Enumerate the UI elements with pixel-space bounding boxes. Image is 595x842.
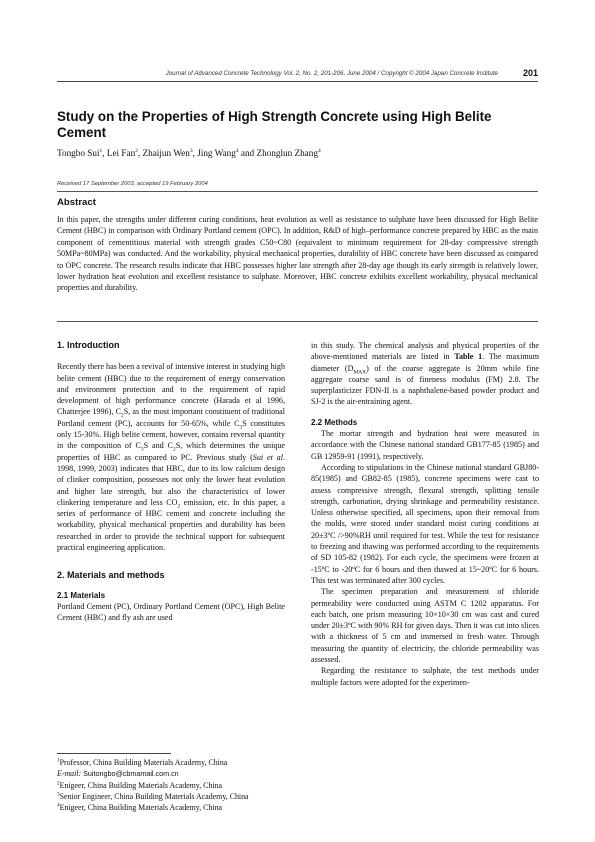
subsection-heading-methods: 2.2 Methods (311, 417, 358, 427)
methods-paragraph: The specimen preparation and measurement of chloride permeability were conducted using ASTM C 1202 apparatus. For each batch, one prism measuring 10×10×30 cm was cast and cured under 20±3ºC with 90% RH for given days. Then it was cut into slices with a thickness of 5 cm and immersed in fresh water. Through measuring the quantity of electricity, the chloride permeability was assessed. (311, 587, 540, 665)
email-link[interactable]: Suitongbo@cbmamail.com.cn (83, 769, 179, 779)
section-heading-introduction: 1. Introduction (57, 340, 120, 350)
methods-paragraph: According to stipulations in the Chinese national standard GBJ80-85(1985) and GB82-85 (1985), concrete specimens were cast to assess compressive strength, flexural strength, splitting tensile strength, carbonation, drying shrinkage and permeability resistance. Unless otherwise specified, all specimens, upon their removal from the molds, were stored under standard moist curing conditions at 20±3ºC />90%RH until required for test. While the test for resistance to freezing and thawing was performed according to the requirements of SD 105-82 (1982). For each cycle, the specimens were frozen at -15ºC to -20ºC for 6 hours and then thawed at 15~20ºC for 6 hours. This test was terminated after 300 cycles. (311, 462, 539, 585)
dates-divider (57, 191, 538, 192)
author: Zhaijun Wen$^3$, (142, 147, 198, 158)
header-divider (57, 81, 538, 82)
footnote-email: E-mail: Suitongbo@cbmamail.com.cn (57, 769, 179, 779)
footnote-divider (57, 753, 171, 754)
left-column (57, 340, 285, 624)
abstract-divider (57, 321, 538, 322)
abstract-text: In this paper, the strengths under different curing conditions, heat evolution as well as resistance to sulphate have been discussed for High Belite Cement (HBC) in comparison with Ordinary Portland cement (OPC). In addition, R&D of high–performance concrete prepared by HBC as the main component of cementitious material with strength grades C50~C80 (equivalent to minimum requirement for 28-day compressive strength 50MPa~80MPa) was conducted. And the workability, physical mechanical properties, durability of HBC concrete have been discussed as compared to OPC concrete. The research results indicate that HBC possesses higher late strength after 28-day age though its early strength is relatively lower, lower hydration heat evolution and excellent resistance to sulphate. Moreover, HBC concrete exhibits excellent workability, physical mechanical properties and durability. (57, 215, 538, 293)
author-list (57, 148, 321, 158)
footnote: $^2$Enigeer, China Building Materials Academy, China (57, 779, 223, 790)
journal-citation: Journal of Advanced Concrete Technology Vol. 2, No. 2, 201-206, June 2004 / Copyright © 2004 Japan Concrete Institute (165, 70, 498, 77)
materials-paragraph-continued: in this study. The chemical analysis and physical properties of the above-mentioned materials are listed in Table 1. The maximum diameter $(D_{MAX})$ of the coarse aggregate is 20mm while fine aggregate coarse sand is of fineness modulus (FM) 2.8. The superplasticizer FDN-II is a naphthalene-based powder product and SJ-2 is the air-entraining agent. (311, 341, 539, 407)
right-column (311, 340, 539, 688)
section-heading-materials-methods: 2. Materials and methods (57, 570, 165, 581)
author: Zhonglun Zhang$^4$ (256, 147, 321, 158)
paper-title: Study on the Properties of High Strength Concrete using High Belite Cement (57, 109, 492, 140)
running-header (57, 68, 538, 80)
footnote: $^3$Senior Engineer, China Building Materials Academy, China (57, 791, 249, 801)
materials-paragraph: Portland Cement (PC), Ordinary Portland Cement (OPC), High Belite Cement (HBC) and fly ash are used (57, 601, 285, 623)
author: Tongbo Sui$^1$, (57, 147, 107, 158)
footnote: $^4$Enigeer, China Building Materials Academy, China (57, 802, 223, 813)
author: Lei Fan$^2$, (106, 147, 143, 158)
methods-paragraph: Regarding the resistance to sulphate, the test methods under multiple factors were adopted for the experimen- (311, 666, 539, 687)
page-number: 201 (522, 68, 538, 78)
author-footnotes (57, 757, 285, 813)
subsection-heading-materials: 2.1 Materials (57, 590, 106, 600)
table-reference: Table 1 (454, 352, 483, 362)
citation: Sui et al (252, 452, 283, 462)
author: Jing Wang$^4$ and (197, 147, 257, 158)
received-accepted-dates: Received 17 September 2003, accepted 19 February 2004 (57, 181, 208, 187)
abstract-heading: Abstract (57, 197, 96, 208)
introduction-paragraph: Recently there has been a revival of intensive interest in studying high belite cement (HBC) due to the requirement of energy conservation and environment protection and to the requirement of rapid development of high performance concrete (Harada et al 1996, Chatterjee 1996), $C_2S$, as the most important constituent of traditional Portland cement (PC), accounts for 50-65%, while $C_3S$ constitutes only 15-30%. High belite cement, however, contains reversal quantity in the composition of $C_3S$ and $C_2S$, which determines the unique properties of HBC as compared to PC. Previous study (Sui et al. 1998, 1999, 2003) indicates that HBC, due to its low calcium design of clinker composition, possesses not only the lower heat evolution and higher late strength, but also the characteristics of lower clinkering temperature and less $CO_2$ emission, etc. In this paper, a series of performance of HBC cement and concrete including the workability, physical mechanical properties and durability has been researched in order to provide the technical support for subsequent practical engineering application. (57, 362, 286, 553)
footnote: $^1$Professor, China Building Materials Academy, China (57, 757, 228, 767)
methods-paragraph: The mortar strength and hydration heat were measured in accordance with the Chinese national standard GB177-85 (1985) and GB 12959-91 (1991), respectively. (311, 429, 539, 461)
